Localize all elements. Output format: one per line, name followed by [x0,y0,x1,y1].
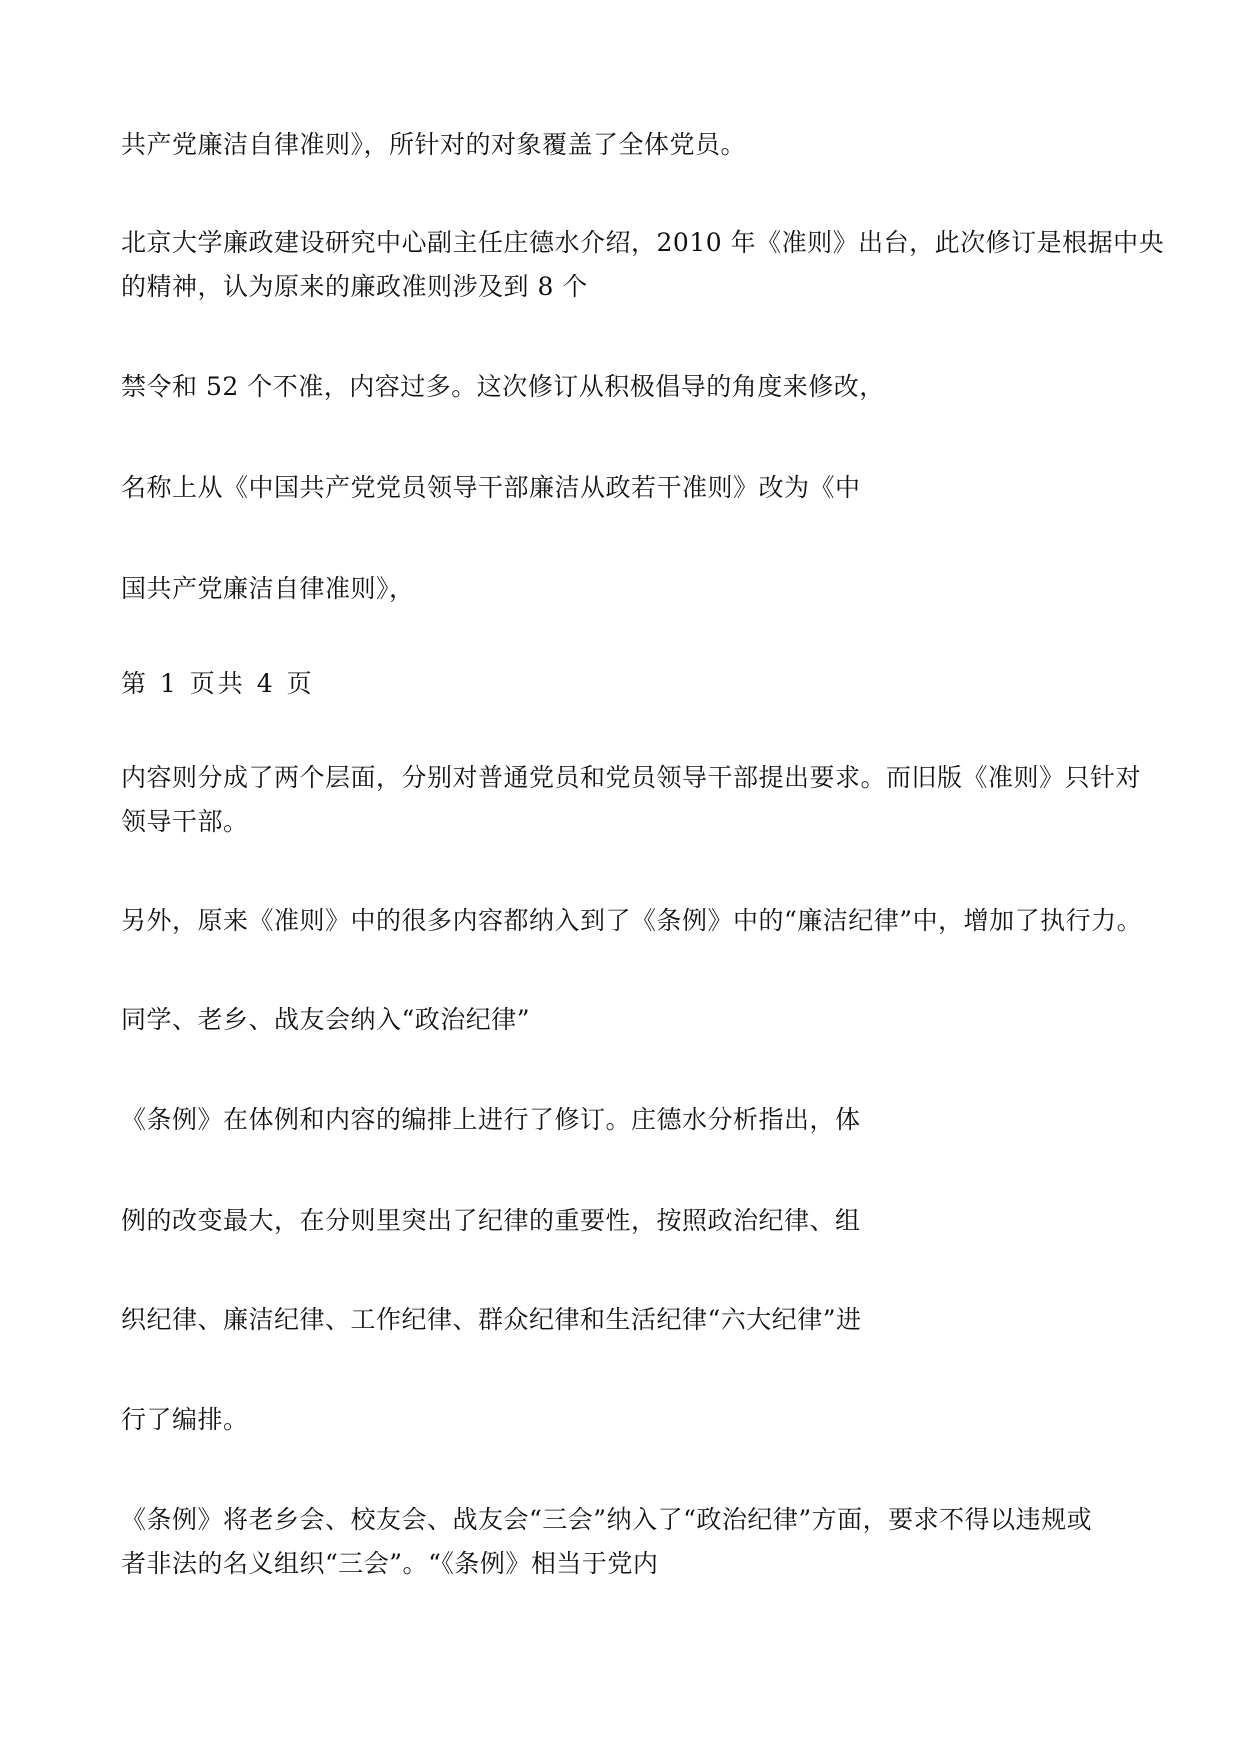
text-line: 者非法的名义组织“三会”。“《条例》相当于党内 [121,1549,659,1578]
paragraph-8 [121,899,1142,943]
page-number-footer [121,662,315,706]
text-line: 《条例》在体例和内容的编排上进行了修订。庄德水分析指出，体 [121,1105,861,1134]
paragraph-4 [121,466,861,510]
paragraph-14 [121,1498,1092,1586]
page-number-text: 第 1 页共 4 页 [121,669,315,698]
paragraph-2 [121,221,1164,309]
paragraph-5 [121,567,415,611]
text-line: 领导干部。 [121,807,249,836]
paragraph-3 [121,365,885,409]
section-heading [121,998,530,1042]
paragraph-12 [121,1298,862,1342]
text-line: 共产党廉洁自律准则》，所针对的对象覆盖了全体党员。 [121,130,747,159]
paragraph-7 [121,756,1141,844]
text-line: 同学、老乡、战友会纳入“政治纪律” [121,1005,531,1034]
text-line: 禁令和 52 个不准，内容过多。这次修订从积极倡导的角度来修改， [121,372,885,401]
paragraph-13 [121,1398,249,1442]
text-line: 的精神，认为原来的廉政准则涉及到 8 个 [121,272,588,301]
paragraph-10 [121,1098,861,1142]
text-line: 另外，原来《准则》中的很多内容都纳入到了《条例》中的“廉洁纪律”中，增加了执行力。 [121,906,1143,935]
text-line: 名称上从《中国共产党党员领导干部廉洁从政若干准则》改为《中 [121,473,861,502]
text-line: 织纪律、廉洁纪律、工作纪律、群众纪律和生活纪律“六大纪律”进 [121,1305,862,1334]
text-line: 国共产党廉洁自律准则》， [121,574,415,603]
paragraph-1 [121,123,746,167]
text-line: 《条例》将老乡会、校友会、战友会“三会”纳入了“政治纪律”方面，要求不得以违规或 [121,1505,1093,1534]
text-line: 内容则分成了两个层面，分别对普通党员和党员领导干部提出要求。而旧版《准则》只针对 [121,763,1142,792]
text-line: 行了编排。 [121,1405,249,1434]
text-line: 北京大学廉政建设研究中心副主任庄德水介绍，2010 年《准则》出台，此次修订是根据中央 [121,228,1165,257]
paragraph-11 [121,1199,861,1243]
text-line: 例的改变最大，在分则里突出了纪律的重要性，按照政治纪律、组 [121,1206,861,1235]
